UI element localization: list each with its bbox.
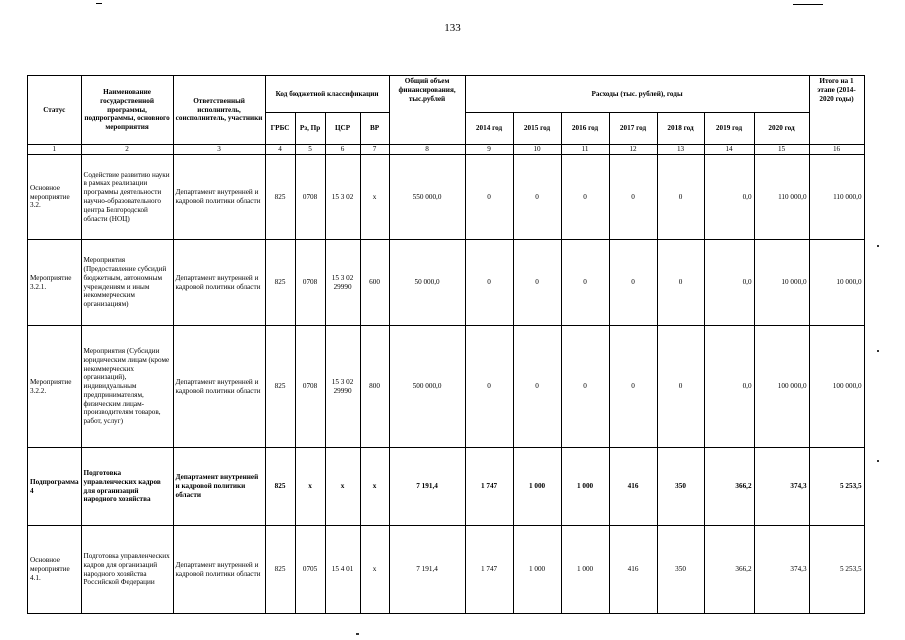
row-status: Основное мероприятие 4.1. bbox=[28, 526, 82, 614]
row-csr: 15 3 02 29990 bbox=[325, 240, 360, 326]
row-status: Подпрограмма 4 bbox=[28, 448, 82, 526]
row-2019: 366,2 bbox=[704, 448, 754, 526]
row-2015: 0 bbox=[513, 240, 561, 326]
column-number: 11 bbox=[561, 145, 609, 155]
row-rzpr: 0708 bbox=[295, 155, 325, 240]
header-year-2014: 2014 год bbox=[465, 113, 513, 145]
table-row bbox=[28, 326, 865, 448]
row-2017: 0 bbox=[609, 155, 657, 240]
row-rzpr: 0705 bbox=[295, 526, 325, 614]
column-number: 6 bbox=[325, 145, 360, 155]
row-name: Подготовка управленческих кадров для организаций народного хозяйства bbox=[81, 448, 173, 526]
row-2020: 100 000,0 bbox=[754, 326, 809, 448]
scan-artifact-right bbox=[877, 460, 879, 462]
table-row bbox=[28, 526, 865, 614]
row-2018: 350 bbox=[657, 526, 704, 614]
row-grbs: 825 bbox=[265, 448, 295, 526]
row-name: Содействие развитию науки в рамках реализации программы деятельности научно-образовательного центра Белгородской области (НОЦ) bbox=[81, 155, 173, 240]
row-2018: 350 bbox=[657, 448, 704, 526]
row-2020: 110 000,0 bbox=[754, 155, 809, 240]
row-2020: 374,3 bbox=[754, 448, 809, 526]
row-2015: 0 bbox=[513, 326, 561, 448]
row-name: Подготовка управленческих кадров для организаций народного хозяйства Российской Федерации bbox=[81, 526, 173, 614]
header-vr: ВР bbox=[360, 113, 389, 145]
row-responsible: Департамент внутренней и кадровой политики области bbox=[173, 240, 265, 326]
row-grbs: 825 bbox=[265, 526, 295, 614]
table-row bbox=[28, 448, 865, 526]
column-number: 4 bbox=[265, 145, 295, 155]
header-year-2019: 2019 год bbox=[704, 113, 754, 145]
header-year-2015: 2015 год bbox=[513, 113, 561, 145]
header-year-2017: 2017 год bbox=[609, 113, 657, 145]
row-name: Мероприятия (Субсидии юридическим лицам (кроме некоммерческих организаций), индивидуальным предпринимателям, физическим лицам-производителям товаров, работ, услуг) bbox=[81, 326, 173, 448]
row-vr: х bbox=[360, 448, 389, 526]
scan-artifact-bottom bbox=[356, 633, 359, 635]
column-number: 13 bbox=[657, 145, 704, 155]
column-number: 8 bbox=[389, 145, 465, 155]
row-csr: 15 3 02 29990 bbox=[325, 326, 360, 448]
row-rzpr: х bbox=[295, 448, 325, 526]
row-2014: 0 bbox=[465, 240, 513, 326]
row-rzpr: 0708 bbox=[295, 326, 325, 448]
header-rzpr: Рз, Пр bbox=[295, 113, 325, 145]
row-2016: 0 bbox=[561, 326, 609, 448]
row-2017: 0 bbox=[609, 240, 657, 326]
row-csr: 15 3 02 bbox=[325, 155, 360, 240]
row-2017: 416 bbox=[609, 448, 657, 526]
header-year-2020: 2020 год bbox=[754, 113, 809, 145]
row-grbs: 825 bbox=[265, 326, 295, 448]
row-2016: 0 bbox=[561, 155, 609, 240]
row-responsible: Департамент внутренней и кадровой политики области bbox=[173, 526, 265, 614]
row-2014: 0 bbox=[465, 326, 513, 448]
row-2018: 0 bbox=[657, 155, 704, 240]
row-csr: х bbox=[325, 448, 360, 526]
header-year-2018: 2018 год bbox=[657, 113, 704, 145]
row-2017: 416 bbox=[609, 526, 657, 614]
row-stage: 110 000,0 bbox=[809, 155, 864, 240]
header-grbs: ГРБС bbox=[265, 113, 295, 145]
column-number: 9 bbox=[465, 145, 513, 155]
column-number: 15 bbox=[754, 145, 809, 155]
row-2019: 366,2 bbox=[704, 526, 754, 614]
header-stage-total: Итого на 1 этапе (2014-2020 годы) bbox=[809, 76, 864, 145]
table-row bbox=[28, 240, 865, 326]
row-2014: 0 bbox=[465, 155, 513, 240]
row-2015: 1 000 bbox=[513, 526, 561, 614]
row-total: 500 000,0 bbox=[389, 326, 465, 448]
row-vr: х bbox=[360, 155, 389, 240]
row-total: 550 000,0 bbox=[389, 155, 465, 240]
row-total: 7 191,4 bbox=[389, 526, 465, 614]
scan-artifact-top-left bbox=[96, 3, 102, 4]
row-status: Мероприятие 3.2.1. bbox=[28, 240, 82, 326]
column-number: 3 bbox=[173, 145, 265, 155]
row-rzpr: 0708 bbox=[295, 240, 325, 326]
row-vr: х bbox=[360, 526, 389, 614]
column-number: 14 bbox=[704, 145, 754, 155]
header-csr: ЦСР bbox=[325, 113, 360, 145]
row-grbs: 825 bbox=[265, 240, 295, 326]
header-responsible: Ответственный исполнитель, соисполнитель, участники bbox=[173, 76, 265, 145]
row-status: Мероприятие 3.2.2. bbox=[28, 326, 82, 448]
row-total: 50 000,0 bbox=[389, 240, 465, 326]
row-stage: 10 000,0 bbox=[809, 240, 864, 326]
row-2019: 0,0 bbox=[704, 155, 754, 240]
header-year-2016: 2016 год bbox=[561, 113, 609, 145]
row-vr: 600 bbox=[360, 240, 389, 326]
row-responsible: Департамент внутренней и кадровой политики области bbox=[173, 326, 265, 448]
row-total: 7 191,4 bbox=[389, 448, 465, 526]
row-2019: 0,0 bbox=[704, 240, 754, 326]
row-2014: 1 747 bbox=[465, 526, 513, 614]
header-status: Статус bbox=[28, 76, 82, 145]
column-number: 7 bbox=[360, 145, 389, 155]
column-number: 2 bbox=[81, 145, 173, 155]
column-number-row bbox=[28, 145, 865, 155]
header-name: Наименование государственной программы, подпрограммы, основного мероприятия bbox=[81, 76, 173, 145]
row-2016: 0 bbox=[561, 240, 609, 326]
row-2020: 374,3 bbox=[754, 526, 809, 614]
row-stage: 5 253,5 bbox=[809, 448, 864, 526]
expenses-table bbox=[27, 75, 865, 614]
row-stage: 5 253,5 bbox=[809, 526, 864, 614]
row-2018: 0 bbox=[657, 326, 704, 448]
row-responsible: Департамент внутренней и кадровой политики области bbox=[173, 448, 265, 526]
row-2018: 0 bbox=[657, 240, 704, 326]
scan-artifact-right bbox=[877, 245, 879, 247]
row-responsible: Департамент внутренней и кадровой политики области bbox=[173, 155, 265, 240]
row-2017: 0 bbox=[609, 326, 657, 448]
row-stage: 100 000,0 bbox=[809, 326, 864, 448]
column-number: 5 bbox=[295, 145, 325, 155]
header-budget-code: Код бюджетной классификации bbox=[265, 76, 389, 113]
row-2020: 10 000,0 bbox=[754, 240, 809, 326]
row-2016: 1 000 bbox=[561, 526, 609, 614]
column-number: 16 bbox=[809, 145, 864, 155]
row-vr: 800 bbox=[360, 326, 389, 448]
row-2015: 0 bbox=[513, 155, 561, 240]
row-status: Основное мероприятие 3.2. bbox=[28, 155, 82, 240]
row-2019: 0,0 bbox=[704, 326, 754, 448]
scan-artifact-top-right bbox=[793, 4, 823, 5]
page-number: 133 bbox=[444, 22, 461, 34]
row-grbs: 825 bbox=[265, 155, 295, 240]
row-2015: 1 000 bbox=[513, 448, 561, 526]
table-row bbox=[28, 155, 865, 240]
column-number: 1 bbox=[28, 145, 82, 155]
row-name: Мероприятия (Предоставление субсидий бюджетным, автономным учреждениям и иным некоммерческим организациям) bbox=[81, 240, 173, 326]
header-total-financing: Общий объем финансирования, тыс.рублей bbox=[389, 76, 465, 145]
column-number: 12 bbox=[609, 145, 657, 155]
row-2014: 1 747 bbox=[465, 448, 513, 526]
row-2016: 1 000 bbox=[561, 448, 609, 526]
column-number: 10 bbox=[513, 145, 561, 155]
header-expenses: Расходы (тыс. рублей), годы bbox=[465, 76, 809, 113]
scan-artifact-right bbox=[877, 350, 879, 352]
row-csr: 15 4 01 bbox=[325, 526, 360, 614]
